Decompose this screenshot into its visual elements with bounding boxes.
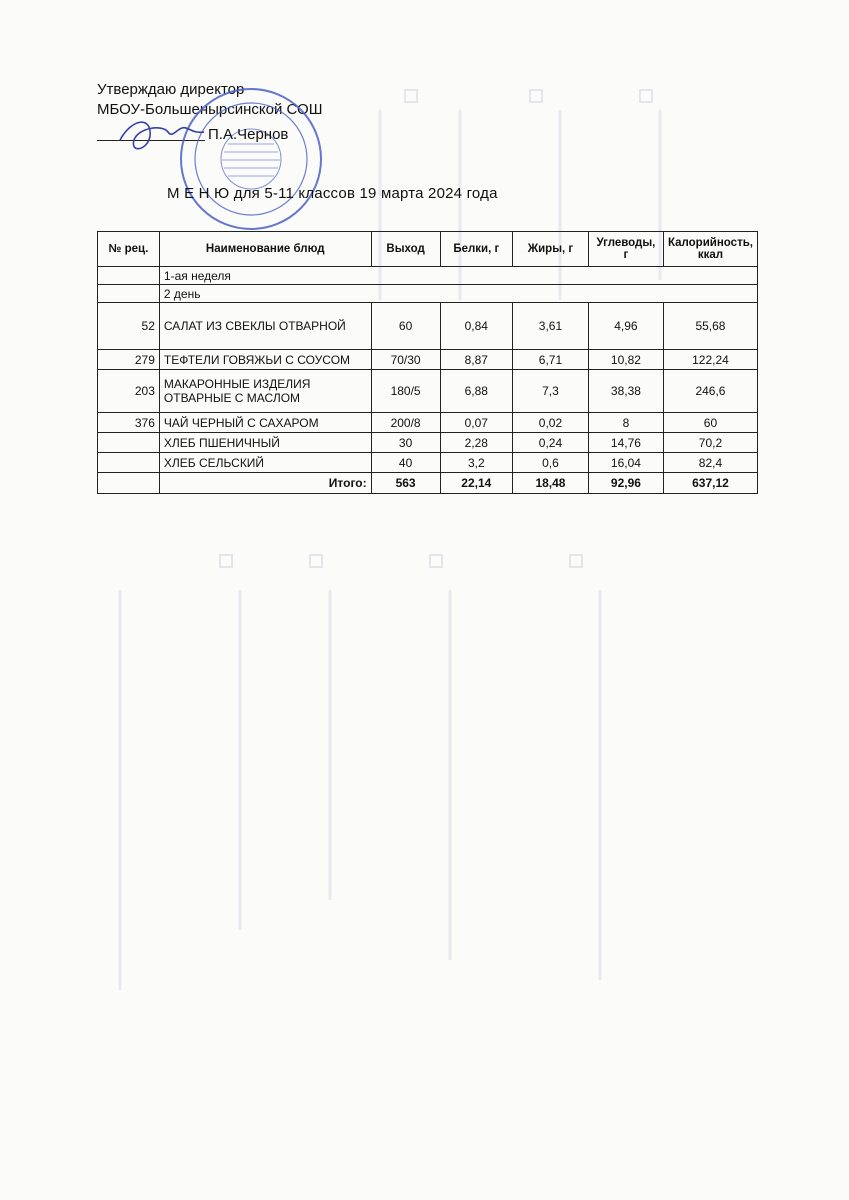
calories: 70,2 bbox=[663, 433, 757, 453]
calories: 82,4 bbox=[663, 453, 757, 473]
calories: 55,68 bbox=[663, 303, 757, 350]
dish-name: МАКАРОННЫЕ ИЗДЕЛИЯ ОТВАРНЫЕ С МАСЛОМ bbox=[159, 370, 371, 413]
table-row bbox=[98, 453, 758, 473]
fat: 3,61 bbox=[513, 303, 589, 350]
col-calories: Калорийность, ккал bbox=[663, 232, 757, 267]
menu-title: М Е Н Ю для 5-11 классов 19 марта 2024 года bbox=[167, 185, 498, 202]
calories: 60 bbox=[663, 413, 757, 433]
recipe-number: 203 bbox=[98, 370, 160, 413]
fat: 7,3 bbox=[513, 370, 589, 413]
dish-name: ТЕФТЕЛИ ГОВЯЖЬИ С СОУСОМ bbox=[159, 350, 371, 370]
output: 40 bbox=[371, 453, 440, 473]
school-name: МБОУ-Большенырсинской СОШ bbox=[97, 101, 323, 118]
total-carbs: 92,96 bbox=[588, 473, 663, 494]
carbs: 8 bbox=[588, 413, 663, 433]
total-protein: 22,14 bbox=[440, 473, 512, 494]
carbs: 14,76 bbox=[588, 433, 663, 453]
col-fat: Жиры, г bbox=[513, 232, 589, 267]
table-row bbox=[98, 303, 758, 350]
calories: 246,6 bbox=[663, 370, 757, 413]
table-row bbox=[98, 413, 758, 433]
total-fat: 18,48 bbox=[513, 473, 589, 494]
recipe-number: 376 bbox=[98, 413, 160, 433]
total-calories: 637,12 bbox=[663, 473, 757, 494]
day-row bbox=[98, 285, 758, 303]
total-row bbox=[98, 473, 758, 494]
protein: 0,84 bbox=[440, 303, 512, 350]
dish-name: ХЛЕБ СЕЛЬСКИЙ bbox=[159, 453, 371, 473]
col-output: Выход bbox=[371, 232, 440, 267]
protein: 8,87 bbox=[440, 350, 512, 370]
output: 180/5 bbox=[371, 370, 440, 413]
protein: 6,88 bbox=[440, 370, 512, 413]
carbs: 10,82 bbox=[588, 350, 663, 370]
recipe-number: 279 bbox=[98, 350, 160, 370]
table-header-row bbox=[98, 232, 758, 267]
table-row bbox=[98, 370, 758, 413]
total-label: Итого: bbox=[159, 473, 371, 494]
output: 60 bbox=[371, 303, 440, 350]
recipe-number bbox=[98, 453, 160, 473]
day-label: 2 день bbox=[159, 285, 757, 303]
protein: 3,2 bbox=[440, 453, 512, 473]
fat: 6,71 bbox=[513, 350, 589, 370]
output: 200/8 bbox=[371, 413, 440, 433]
carbs: 4,96 bbox=[588, 303, 663, 350]
col-dish-name: Наименование блюд bbox=[159, 232, 371, 267]
calories: 122,24 bbox=[663, 350, 757, 370]
signature bbox=[112, 110, 212, 160]
fat: 0,24 bbox=[513, 433, 589, 453]
carbs: 38,38 bbox=[588, 370, 663, 413]
output: 70/30 bbox=[371, 350, 440, 370]
dish-name: ЧАЙ ЧЕРНЫЙ С САХАРОМ bbox=[159, 413, 371, 433]
week-row bbox=[98, 267, 758, 285]
col-protein: Белки, г bbox=[440, 232, 512, 267]
carbs: 16,04 bbox=[588, 453, 663, 473]
menu-table bbox=[97, 231, 758, 494]
dish-name: ХЛЕБ ПШЕНИЧНЫЙ bbox=[159, 433, 371, 453]
protein: 2,28 bbox=[440, 433, 512, 453]
signer-name: П.А.Чернов bbox=[208, 126, 289, 143]
protein: 0,07 bbox=[440, 413, 512, 433]
dish-name: САЛАТ ИЗ СВЕКЛЫ ОТВАРНОЙ bbox=[159, 303, 371, 350]
week-label: 1-ая неделя bbox=[159, 267, 757, 285]
table-row bbox=[98, 350, 758, 370]
approval-title: Утверждаю директор bbox=[97, 81, 245, 98]
total-output: 563 bbox=[371, 473, 440, 494]
col-carbs: Углеводы, г bbox=[588, 232, 663, 267]
col-recipe-number: № рец. bbox=[98, 232, 160, 267]
recipe-number bbox=[98, 433, 160, 453]
fat: 0,02 bbox=[513, 413, 589, 433]
output: 30 bbox=[371, 433, 440, 453]
table-row bbox=[98, 433, 758, 453]
fat: 0,6 bbox=[513, 453, 589, 473]
recipe-number: 52 bbox=[98, 303, 160, 350]
